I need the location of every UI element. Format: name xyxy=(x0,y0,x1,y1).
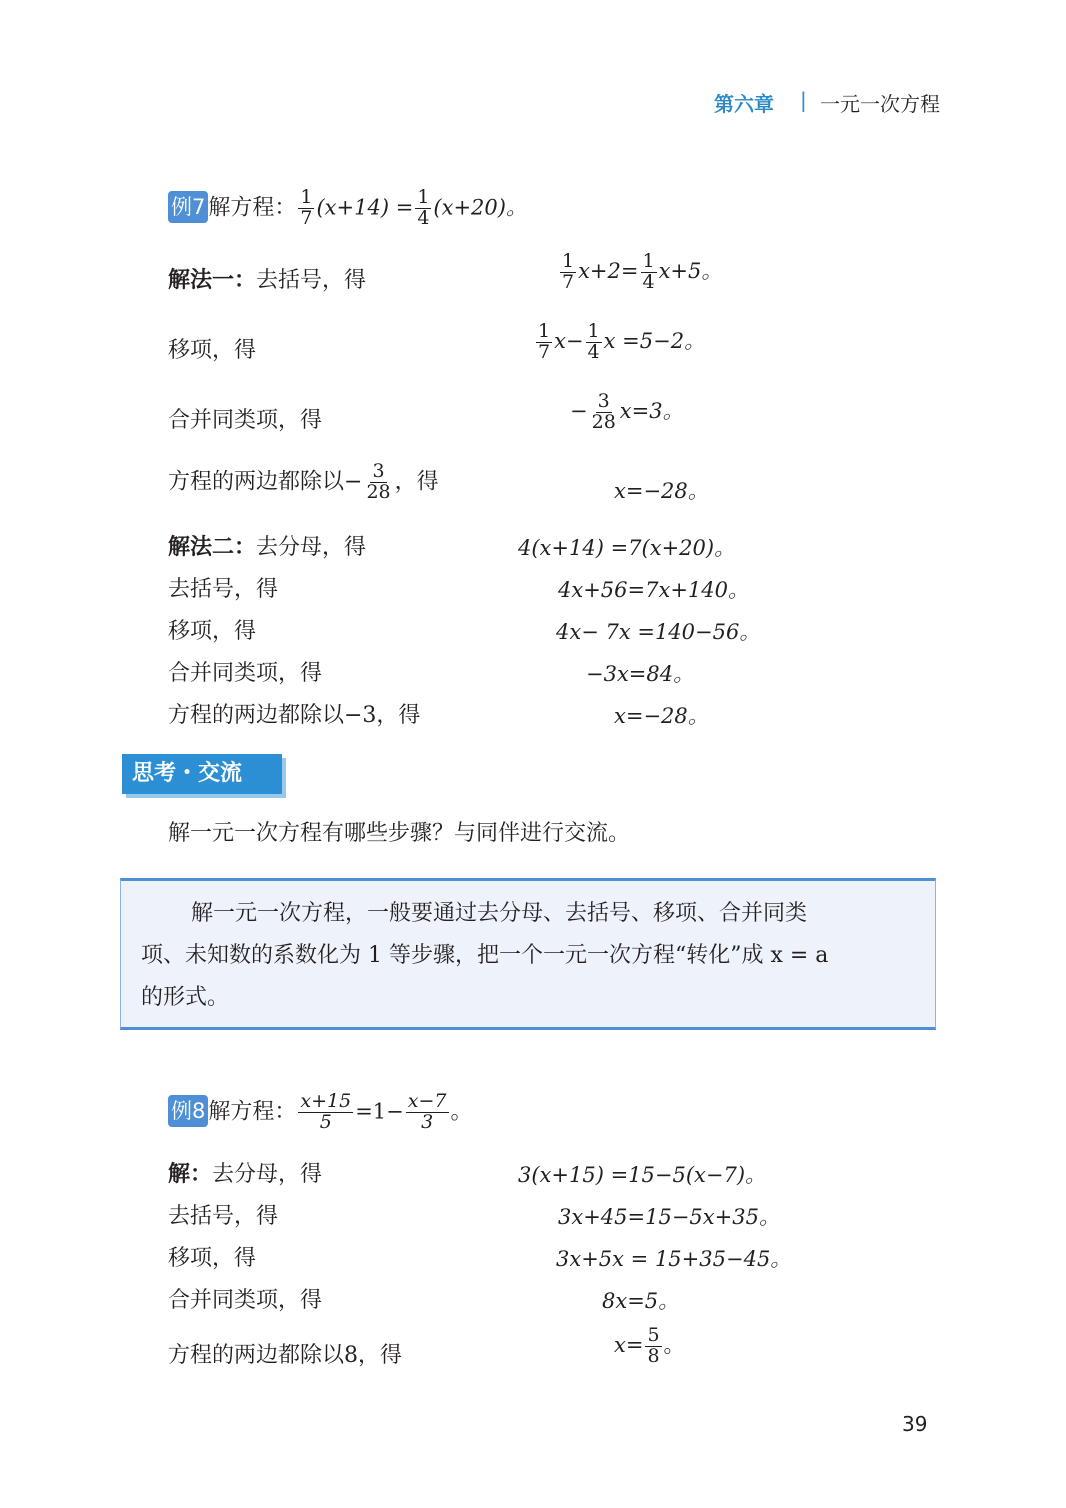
step-equation: x=−28。 xyxy=(614,704,709,728)
step-equation: x=−28。 xyxy=(614,479,709,503)
step-equation: 3x+45=15−5x+35。 xyxy=(558,1205,780,1229)
step-equation: $\frac{1}{7}$ x− $\frac{1}{4}$ x =5−2。 xyxy=(538,320,706,363)
fraction: $\frac{1}{7}$ xyxy=(300,186,313,229)
solution-label: 解： xyxy=(168,1161,213,1187)
ex8-row-1: 解：去分母，得 xyxy=(168,1161,323,1187)
think-question: 解一元一次方程有哪些步骤？与同伴进行交流。 xyxy=(168,821,631,846)
example-7-prompt: 解方程： xyxy=(208,195,297,221)
think-discuss-banner: 思考・交流 xyxy=(122,754,282,794)
step-text: 去括号，得 xyxy=(256,268,367,293)
method-1-row-1 xyxy=(168,263,366,294)
step-equation: 3x+5x = 15+35−45。 xyxy=(556,1247,792,1271)
step-text: 移项，得 xyxy=(168,1246,257,1271)
step-equation: x= $\frac{5}{8}$ 。 xyxy=(614,1324,685,1367)
step-equation: 8x=5。 xyxy=(602,1289,680,1313)
step-text: 合并同类项，得 xyxy=(168,408,323,433)
page-number: 39 xyxy=(902,1412,928,1436)
step-text: 移项，得 xyxy=(168,338,257,363)
step-text: 去括号，得 xyxy=(168,577,279,602)
step-equation: −3x=84。 xyxy=(586,662,695,686)
summary-line-2: 项、未知数的系数化为 1 等步骤，把一个一元一次方程“转化”成 x = a xyxy=(141,943,829,968)
fraction: $\frac{1}{4}$ xyxy=(417,186,430,229)
summary-line-3: 的形式。 xyxy=(141,985,230,1010)
step-equation: $\frac{1}{7}$ x+2= $\frac{1}{4}$ x+5。 xyxy=(562,250,723,293)
fraction: $\frac{x+15}{5}$ xyxy=(300,1090,352,1133)
step-text: 合并同类项，得 xyxy=(168,661,323,686)
summary-box xyxy=(120,878,936,1030)
step-equation: 4x− 7x =140−56。 xyxy=(556,620,761,644)
header-separator: | xyxy=(800,88,807,112)
method-2-label: 解法二： xyxy=(168,534,257,560)
step-text: 方程的两边都除以−3，得 xyxy=(168,703,421,728)
equation-part: (x+14) = xyxy=(316,195,414,220)
example-7-badge: 例7 xyxy=(168,191,208,223)
step-text: 方程的两边都除以8，得 xyxy=(168,1343,402,1368)
example-8-badge: 例8 xyxy=(168,1095,208,1127)
summary-line-1: 解一元一次方程，一般要通过去分母、去括号、移项、合并同类 xyxy=(191,901,808,926)
step-text: 移项，得 xyxy=(168,619,257,644)
step-text: 去括号，得 xyxy=(168,1204,279,1229)
method-2-row-1: 解法二：去分母，得 xyxy=(168,534,367,560)
example-7-heading xyxy=(168,188,527,229)
equation-part: (x+20)。 xyxy=(433,195,527,220)
step-equation: 3(x+15) =15−5(x−7)。 xyxy=(518,1163,767,1187)
example-8-heading: 例8 解方程： $\frac{x+15}{5}$ =1− $\frac{x-7}{3}$ 。 xyxy=(168,1092,473,1133)
step-equation: − $\frac{3}{28}$ x=3。 xyxy=(570,390,684,433)
step-text: 方程的两边都除以− $\frac{3}{28}$ ，得 xyxy=(168,460,439,503)
step-equation: 4x+56=7x+140。 xyxy=(558,578,749,602)
fraction: $\frac{x-7}{3}$ xyxy=(407,1090,447,1133)
step-equation: 4(x+14) =7(x+20)。 xyxy=(518,536,736,560)
chapter-title: 第六章 xyxy=(714,92,774,116)
step-text: 合并同类项，得 xyxy=(168,1288,323,1313)
example-8-prompt: 解方程： xyxy=(208,1099,297,1125)
method-1-label: 解法一： xyxy=(168,267,257,293)
section-title: 一元一次方程 xyxy=(820,92,940,116)
